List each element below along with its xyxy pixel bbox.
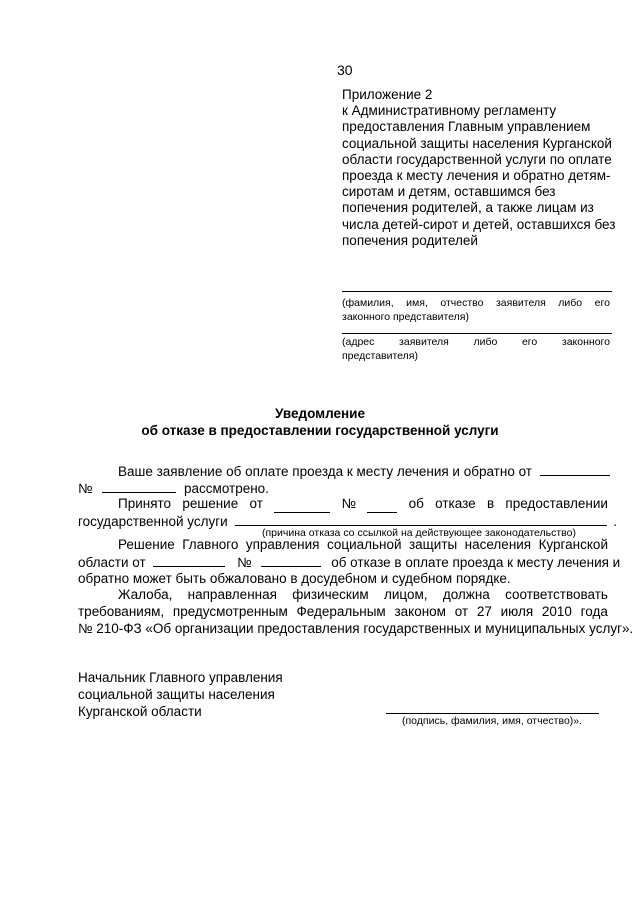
p2-word: решение xyxy=(182,496,239,511)
p3-word: Курганской xyxy=(538,537,608,552)
p4-word: предусмотренным xyxy=(172,604,288,619)
complaint-date-blank xyxy=(153,554,225,567)
caption-word: заявителя xyxy=(495,297,546,309)
appendix-line: проезда к месту лечения и обратно детям- xyxy=(342,168,611,184)
caption-word: имя, xyxy=(406,297,428,309)
recipient-address-line xyxy=(342,333,612,334)
p4-word: от xyxy=(454,604,469,619)
p2-word: Принято xyxy=(118,496,172,511)
p1-line1 xyxy=(78,463,608,481)
p1-line2 xyxy=(78,480,608,498)
caption-line: представителя) xyxy=(342,350,418,362)
appendix-line: попечения родителей, а также лицам из xyxy=(342,200,594,216)
appendix-header xyxy=(342,87,614,249)
p3-text: области от xyxy=(78,555,146,570)
p4-word: направленная xyxy=(187,587,277,602)
title-line: Уведомление xyxy=(274,406,365,421)
caption-word: его xyxy=(521,336,538,348)
p4-word: требованиям, xyxy=(78,604,165,619)
decision-date-blank xyxy=(274,500,330,513)
p4-line2 xyxy=(78,604,608,621)
appendix-line: сиротам и детям, оставшимся без xyxy=(342,184,556,200)
p2-word: № xyxy=(341,496,356,511)
signature-caption: (подпись, фамилия, имя, отчество)». xyxy=(402,715,583,727)
notification-body xyxy=(78,463,634,636)
p2-word: предоставлении xyxy=(505,496,608,511)
appendix-line: к Административному регламенту xyxy=(342,103,557,119)
caption-word: (фамилия, xyxy=(342,297,394,309)
recipient-address-caption xyxy=(342,335,610,363)
recipient-name-caption xyxy=(342,296,610,324)
p2-word: об xyxy=(408,496,424,511)
caption-word: (адрес xyxy=(342,336,375,348)
document-title xyxy=(0,405,640,439)
p4-word: года xyxy=(580,604,608,619)
p4-word: Федеральным xyxy=(296,604,386,619)
appendix-line: области государственной услуги по оплате xyxy=(342,151,612,167)
p2-line2-text: государственной услуги xyxy=(78,514,228,529)
caption-line: законного представителя) xyxy=(342,311,469,323)
signatory-line: социальной защиты населения xyxy=(78,687,275,702)
number-blank xyxy=(102,480,176,493)
number-sign: № xyxy=(237,555,252,570)
p4-word: 2010 xyxy=(541,604,572,619)
caption-word: отчество xyxy=(440,297,484,309)
date-blank xyxy=(540,463,610,476)
title-line: об отказе в предоставлении государственной услуги xyxy=(141,423,499,438)
appendix-line: предоставления Главным управлением xyxy=(342,119,591,135)
page-number: 30 xyxy=(337,62,353,78)
signatory-line: Курганской области xyxy=(78,704,202,719)
p3-word: Главного xyxy=(182,537,239,552)
appendix-line: числа детей-сирот и детей, оставшихся без xyxy=(342,216,616,232)
appendix-line: социальной защиты населения Курганской xyxy=(342,135,612,151)
p1-end-text: рассмотрено. xyxy=(184,481,269,496)
number-sign: № xyxy=(78,481,93,496)
p4-word: соответствовать xyxy=(505,587,608,602)
caption-word: либо xyxy=(473,336,498,348)
p3-line1 xyxy=(78,537,608,554)
recipient-name-line xyxy=(342,291,612,292)
p2-line2-end: . xyxy=(613,514,617,529)
signatory-line: Начальник Главного управления xyxy=(78,670,283,685)
p4-word: лицом, xyxy=(383,587,428,602)
p2-word: в xyxy=(486,496,495,511)
p3-word: социальной xyxy=(326,537,402,552)
p4-word: законом xyxy=(394,604,446,619)
p3-word: населения xyxy=(464,537,532,552)
p3-word: Решение xyxy=(118,537,175,552)
p2-word: от xyxy=(249,496,263,511)
caption-word: заявителя xyxy=(399,336,449,348)
p2-line1 xyxy=(78,496,608,513)
p4-line1 xyxy=(78,587,608,604)
p4-word: июля xyxy=(500,604,534,619)
p1-text: Ваше заявление об оплате проезда к месту лечения и обратно от xyxy=(118,464,532,479)
p4-word: Жалоба, xyxy=(118,587,173,602)
appendix-line: Приложение 2 xyxy=(342,87,433,102)
complaint-number-blank xyxy=(261,554,321,567)
decision-number-blank xyxy=(367,500,397,513)
p4-word: физическим xyxy=(292,587,369,602)
p3-line2 xyxy=(78,554,621,572)
p3-word: защиты xyxy=(408,537,458,552)
reason-caption: (причина отказа со ссылкой на действующее законодательство) xyxy=(262,527,576,539)
caption-word: его xyxy=(594,297,610,309)
signatory-block xyxy=(78,669,283,720)
p4-line3: № 210-ФЗ «Об организации предоставления государственных и муниципальных услуг». xyxy=(78,621,634,636)
p3-word: управления xyxy=(245,537,320,552)
caption-word: законного xyxy=(561,336,610,348)
p3-text-end: об отказе в оплате проезда к месту лечения и xyxy=(331,555,621,570)
p2-word: отказе xyxy=(435,496,476,511)
p4-word: должна xyxy=(442,587,490,602)
appendix-line: попечения родителей xyxy=(342,232,478,248)
reason-blank xyxy=(235,513,607,526)
p4-word: 27 xyxy=(476,604,492,619)
p3-line3: обратно может быть обжаловано в досудебном и судебном порядке. xyxy=(78,571,511,586)
caption-word: либо xyxy=(558,297,583,309)
